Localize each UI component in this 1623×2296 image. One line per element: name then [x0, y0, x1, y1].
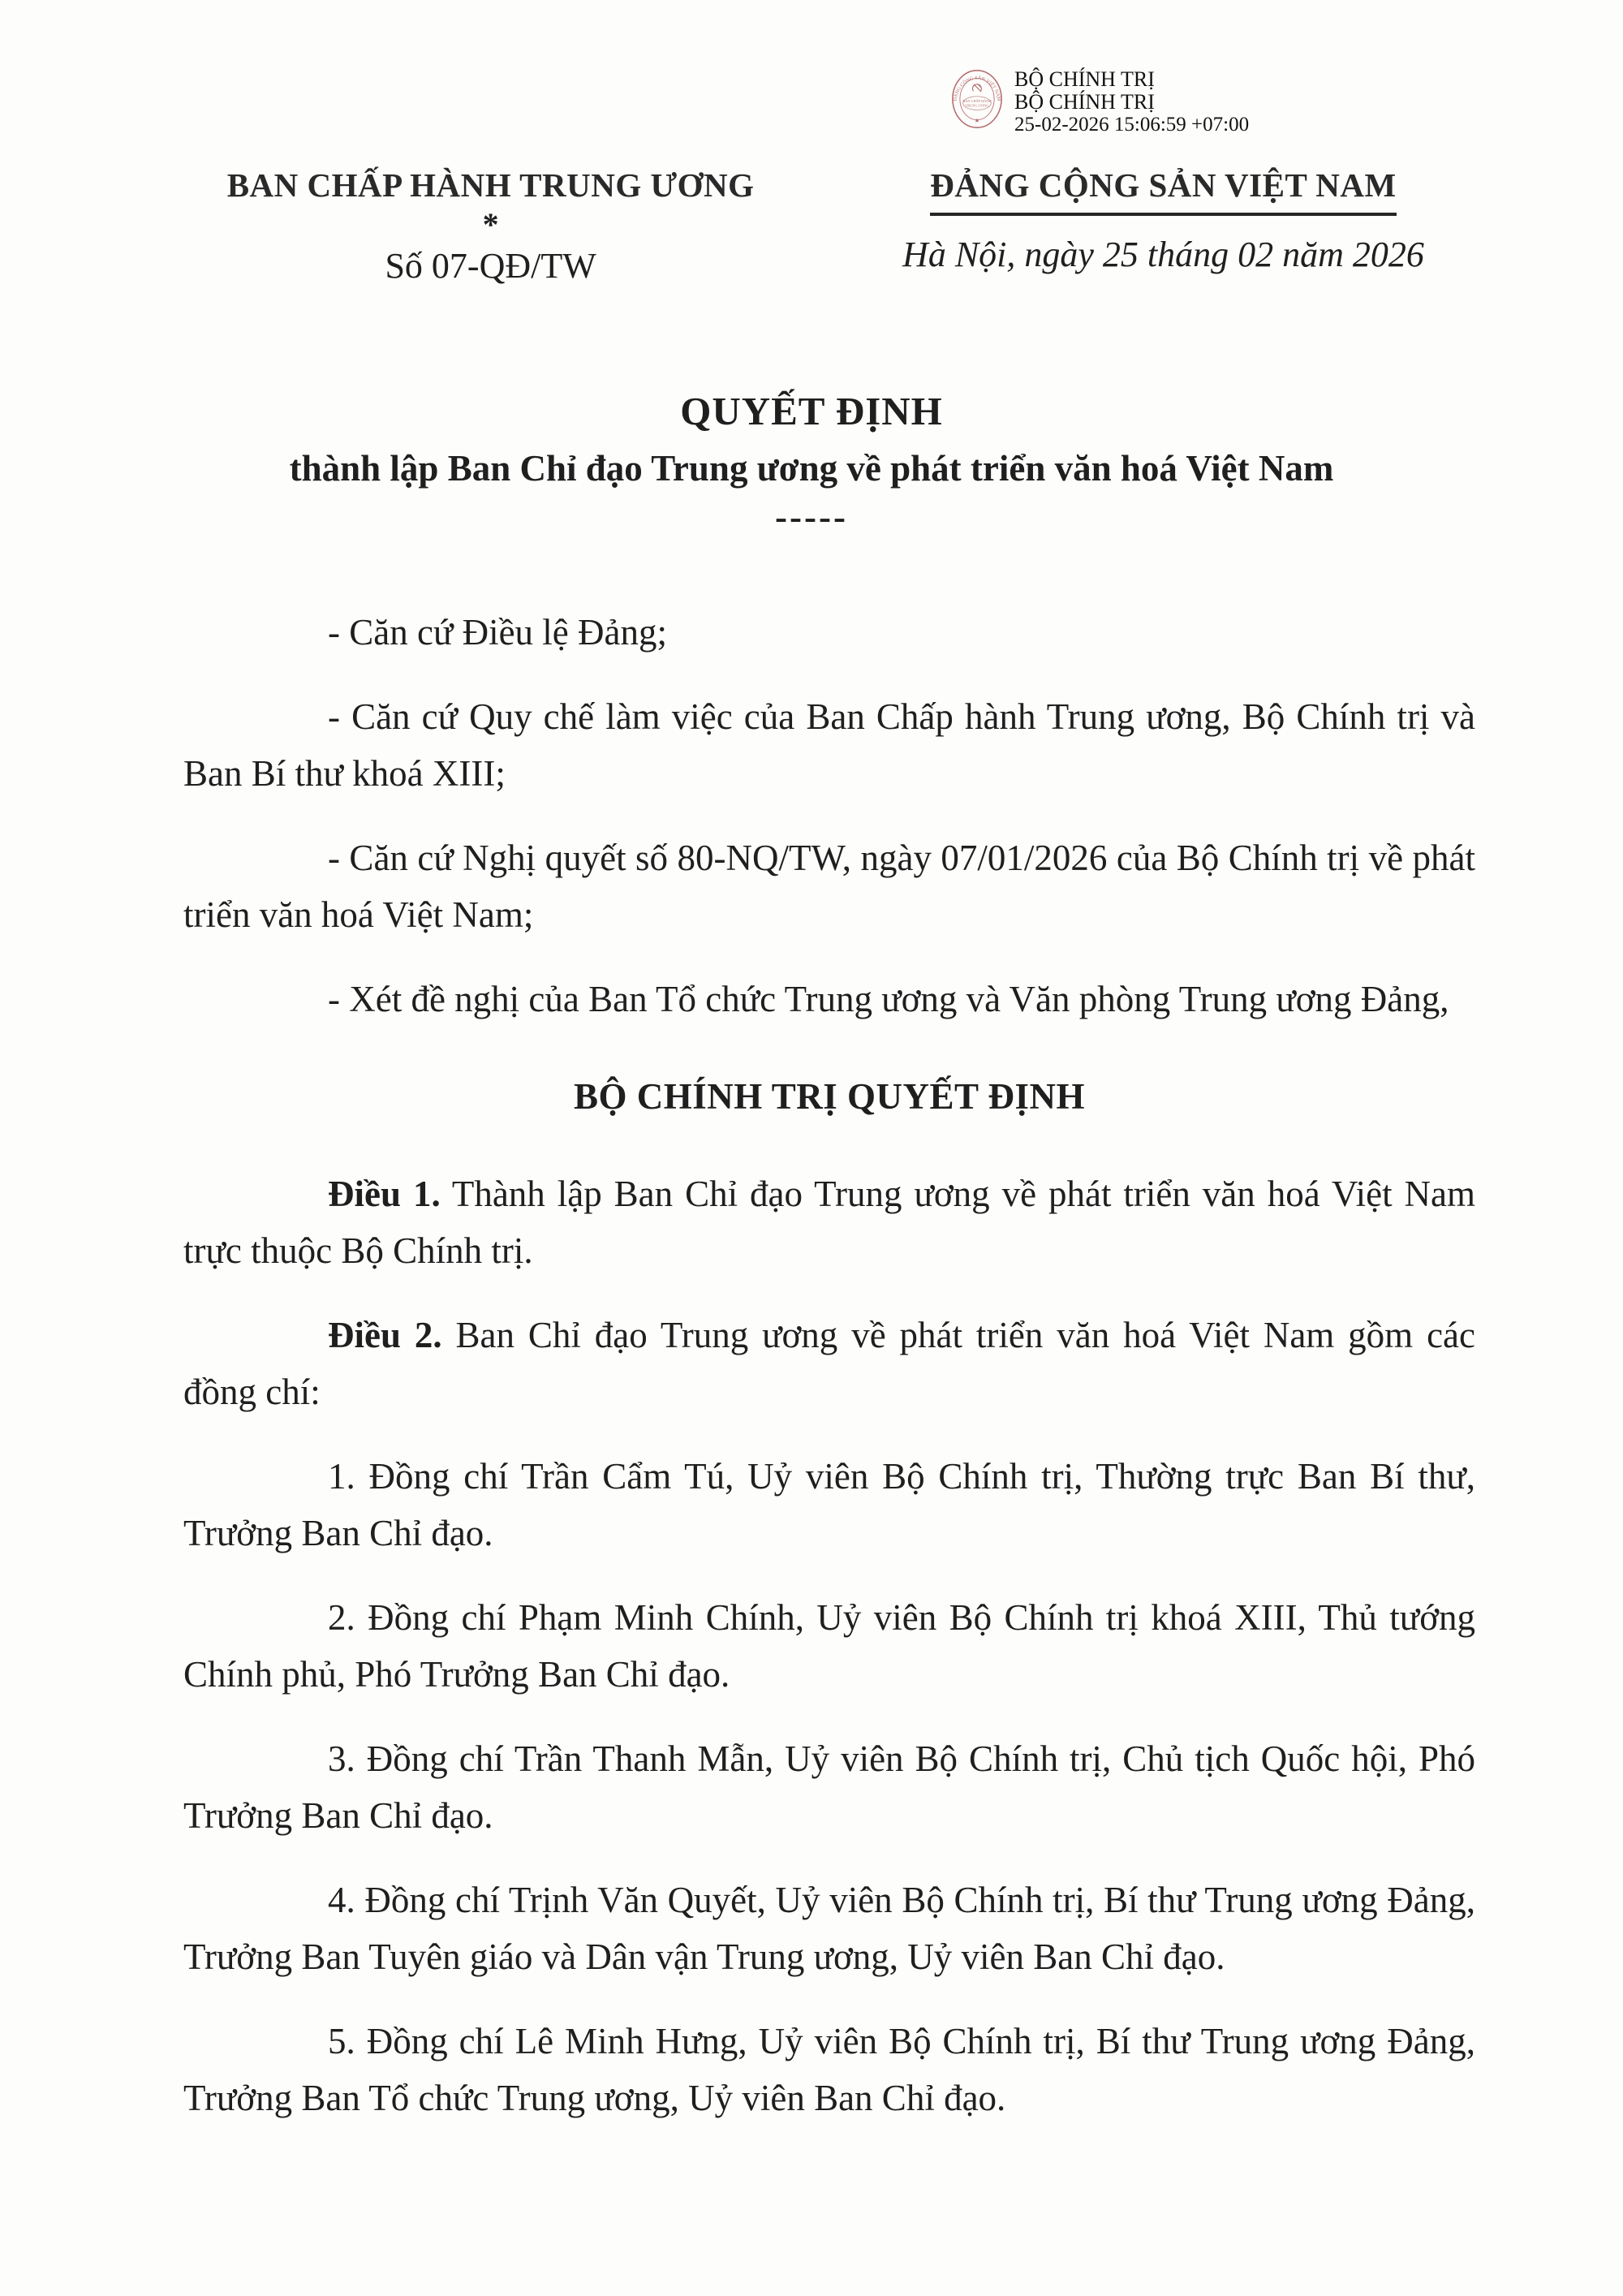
- article-text: Ban Chỉ đạo Trung ương về phát triển văn hoá Việt Nam gồm các đồng chí:: [183, 1315, 1475, 1412]
- article-paragraph: [183, 1307, 1475, 1420]
- seal-center-line1: BAN CHẤP HÀNH: [962, 98, 992, 103]
- title-block: [0, 388, 1623, 538]
- seal-star: ★: [974, 116, 980, 124]
- seal-ring-text: ĐẢNG CỘNG SẢN VIỆT NAM: [953, 75, 1001, 102]
- digital-signature-stamp: [951, 68, 1249, 136]
- header-left-column: [193, 166, 788, 286]
- signature-timestamp: 25-02-2026 15:06:59 +07:00: [1014, 114, 1250, 136]
- document-subtitle: thành lập Ban Chỉ đạo Trung ương về phát triển văn hoá Việt Nam: [289, 448, 1334, 489]
- star-separator: *: [482, 206, 499, 243]
- signature-org-line1: BỘ CHÍNH TRỊ: [1014, 67, 1155, 91]
- seal-center-line2: TRUNG ƯƠNG: [965, 103, 989, 108]
- preamble-paragraph: - Căn cứ Nghị quyết số 80-NQ/TW, ngày 07/01/2026 của Bộ Chính trị về phát triển văn hoá Việt Nam;: [183, 838, 1475, 935]
- document-title: QUYẾT ĐỊNH: [680, 389, 943, 433]
- member-paragraph: 4. Đồng chí Trịnh Văn Quyết, Uỷ viên Bộ Chính trị, Bí thư Trung ương Đảng, Trưởng Ban Tuyên giáo và Dân vận Trung ương, Uỷ viên Ban Chỉ đạo.: [183, 1880, 1475, 1977]
- party-seal-icon: [951, 68, 1003, 130]
- header-right-column: [840, 166, 1487, 286]
- preamble-paragraph: - Xét đề nghị của Ban Tổ chức Trung ương và Văn phòng Trung ương Đảng,: [328, 979, 1449, 1019]
- document-header: [193, 166, 1487, 286]
- party-name: ĐẢNG CỘNG SẢN VIỆT NAM: [930, 166, 1396, 216]
- decision-heading: BỘ CHÍNH TRỊ QUYẾT ĐỊNH: [574, 1076, 1085, 1117]
- document-body: [183, 604, 1475, 2154]
- article-label: Điều 2.: [328, 1315, 442, 1355]
- member-paragraph: 1. Đồng chí Trần Cẩm Tú, Uỷ viên Bộ Chính trị, Thường trực Ban Bí thư, Trưởng Ban Chỉ đạo.: [183, 1456, 1475, 1553]
- member-paragraph: 5. Đồng chí Lê Minh Hưng, Uỷ viên Bộ Chính trị, Bí thư Trung ương Đảng, Trưởng Ban Tổ chức Trung ương, Uỷ viên Ban Chỉ đạo.: [183, 2021, 1475, 2118]
- article-paragraph: [183, 1165, 1475, 1279]
- article-label: Điều 1.: [328, 1174, 441, 1214]
- member-paragraph: 2. Đồng chí Phạm Minh Chính, Uỷ viên Bộ Chính trị khoá XIII, Thủ tướng Chính phủ, Phó Trưởng Ban Chỉ đạo.: [183, 1597, 1475, 1695]
- member-paragraph: 3. Đồng chí Trần Thanh Mẫn, Uỷ viên Bộ Chính trị, Chủ tịch Quốc hội, Phó Trưởng Ban Chỉ đạo.: [183, 1738, 1475, 1836]
- title-divider: -----: [775, 497, 848, 537]
- preamble-paragraph: - Căn cứ Quy chế làm việc của Ban Chấp hành Trung ương, Bộ Chính trị và Ban Bí thư khoá XIII;: [183, 696, 1475, 794]
- signature-org-line2: BỘ CHÍNH TRỊ: [1014, 90, 1155, 114]
- article-text: Thành lập Ban Chỉ đạo Trung ương về phát triển văn hoá Việt Nam trực thuộc Bộ Chính trị.: [183, 1174, 1475, 1271]
- issuing-org-name: BAN CHẤP HÀNH TRUNG ƯƠNG: [226, 166, 755, 204]
- place-and-date: Hà Nội, ngày 25 tháng 02 năm 2026: [902, 235, 1424, 274]
- preamble-paragraph: - Căn cứ Điều lệ Đảng;: [328, 612, 668, 653]
- hammer-sickle-icon: [973, 84, 982, 92]
- document-number: Số 07-QĐ/TW: [385, 246, 596, 286]
